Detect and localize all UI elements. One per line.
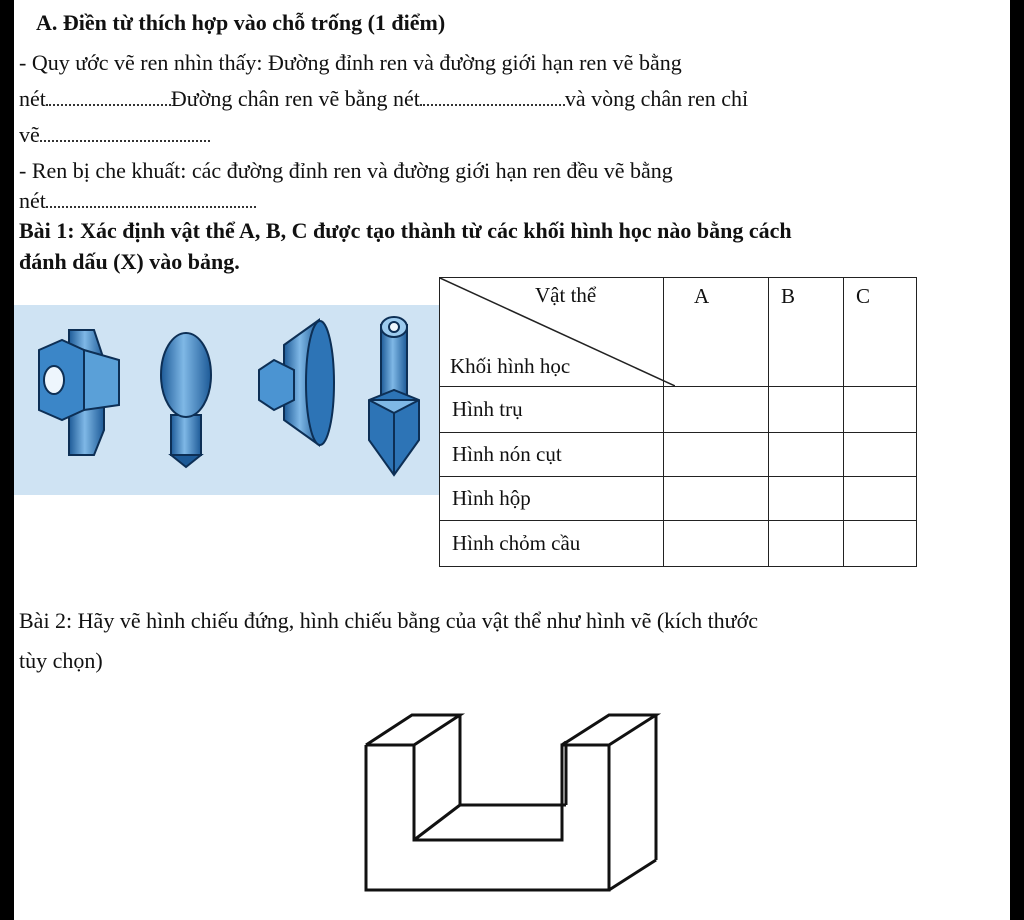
row-label-cylinder: Hình trụ xyxy=(440,387,664,433)
table-row xyxy=(440,387,917,433)
header-shape: Khối hình học xyxy=(450,354,571,378)
section-a-line2 xyxy=(19,86,748,112)
column-header-c: C xyxy=(844,278,917,387)
blank-4[interactable] xyxy=(46,190,256,208)
section-a-title: A. Điền từ thích hợp vào chỗ trống (1 điểm) xyxy=(36,10,446,35)
answer-cell[interactable] xyxy=(664,387,769,433)
column-header-b: B xyxy=(769,278,844,387)
answer-cell[interactable] xyxy=(769,433,844,477)
section-a-line3 xyxy=(19,122,210,148)
blank-2[interactable] xyxy=(420,88,565,106)
worksheet-page xyxy=(14,0,1010,920)
bai2-line1: Bài 2: Hãy vẽ hình chiếu đứng, hình chiếu bằng của vật thể như hình vẽ (kích thước xyxy=(19,608,758,633)
answer-cell[interactable] xyxy=(769,387,844,433)
section-a-line5 xyxy=(19,188,256,214)
table-header-diagonal-cell xyxy=(440,278,664,387)
geometry-table xyxy=(439,277,917,567)
blank-3[interactable] xyxy=(40,124,210,142)
answer-cell[interactable] xyxy=(769,477,844,521)
row-label-spherical-cap: Hình chỏm cầu xyxy=(440,521,664,567)
line2-text-b: Đường chân ren vẽ bằng nét xyxy=(170,86,420,111)
line2-text-c: và vòng chân ren chỉ xyxy=(564,86,749,111)
objects-illustration xyxy=(14,305,439,495)
answer-cell[interactable] xyxy=(664,521,769,567)
u-block-drawing xyxy=(354,705,674,895)
bai1-line1: Bài 1: Xác định vật thể A, B, C được tạo thành từ các khối hình học nào bằng cách xyxy=(19,218,792,243)
blank-1[interactable] xyxy=(46,88,171,106)
table-row xyxy=(440,521,917,567)
row-label-frustum: Hình nón cụt xyxy=(440,433,664,477)
column-header-a: A xyxy=(664,278,769,387)
answer-cell[interactable] xyxy=(844,433,917,477)
answer-cell[interactable] xyxy=(844,387,917,433)
section-a-line1: - Quy ước vẽ ren nhìn thấy: Đường đỉnh ren và đường giới hạn ren vẽ bằng xyxy=(19,50,682,75)
bai1-line2: đánh dấu (X) vào bảng. xyxy=(19,249,240,274)
table-row xyxy=(440,477,917,521)
line3-text: vẽ xyxy=(19,122,40,147)
header-object: Vật thể xyxy=(535,283,597,307)
section-a-line4: - Ren bị che khuất: các đường đỉnh ren và đường giới hạn ren đều vẽ bằng xyxy=(19,158,673,183)
line2-text-a: nét xyxy=(19,86,46,111)
answer-cell[interactable] xyxy=(769,521,844,567)
line5-text: nét xyxy=(19,188,46,213)
table-row xyxy=(440,433,917,477)
answer-cell[interactable] xyxy=(844,521,917,567)
answer-cell[interactable] xyxy=(844,477,917,521)
answer-cell[interactable] xyxy=(664,477,769,521)
row-label-box: Hình hộp xyxy=(440,477,664,521)
bai2-line2: tùy chọn) xyxy=(19,648,103,673)
answer-cell[interactable] xyxy=(664,433,769,477)
